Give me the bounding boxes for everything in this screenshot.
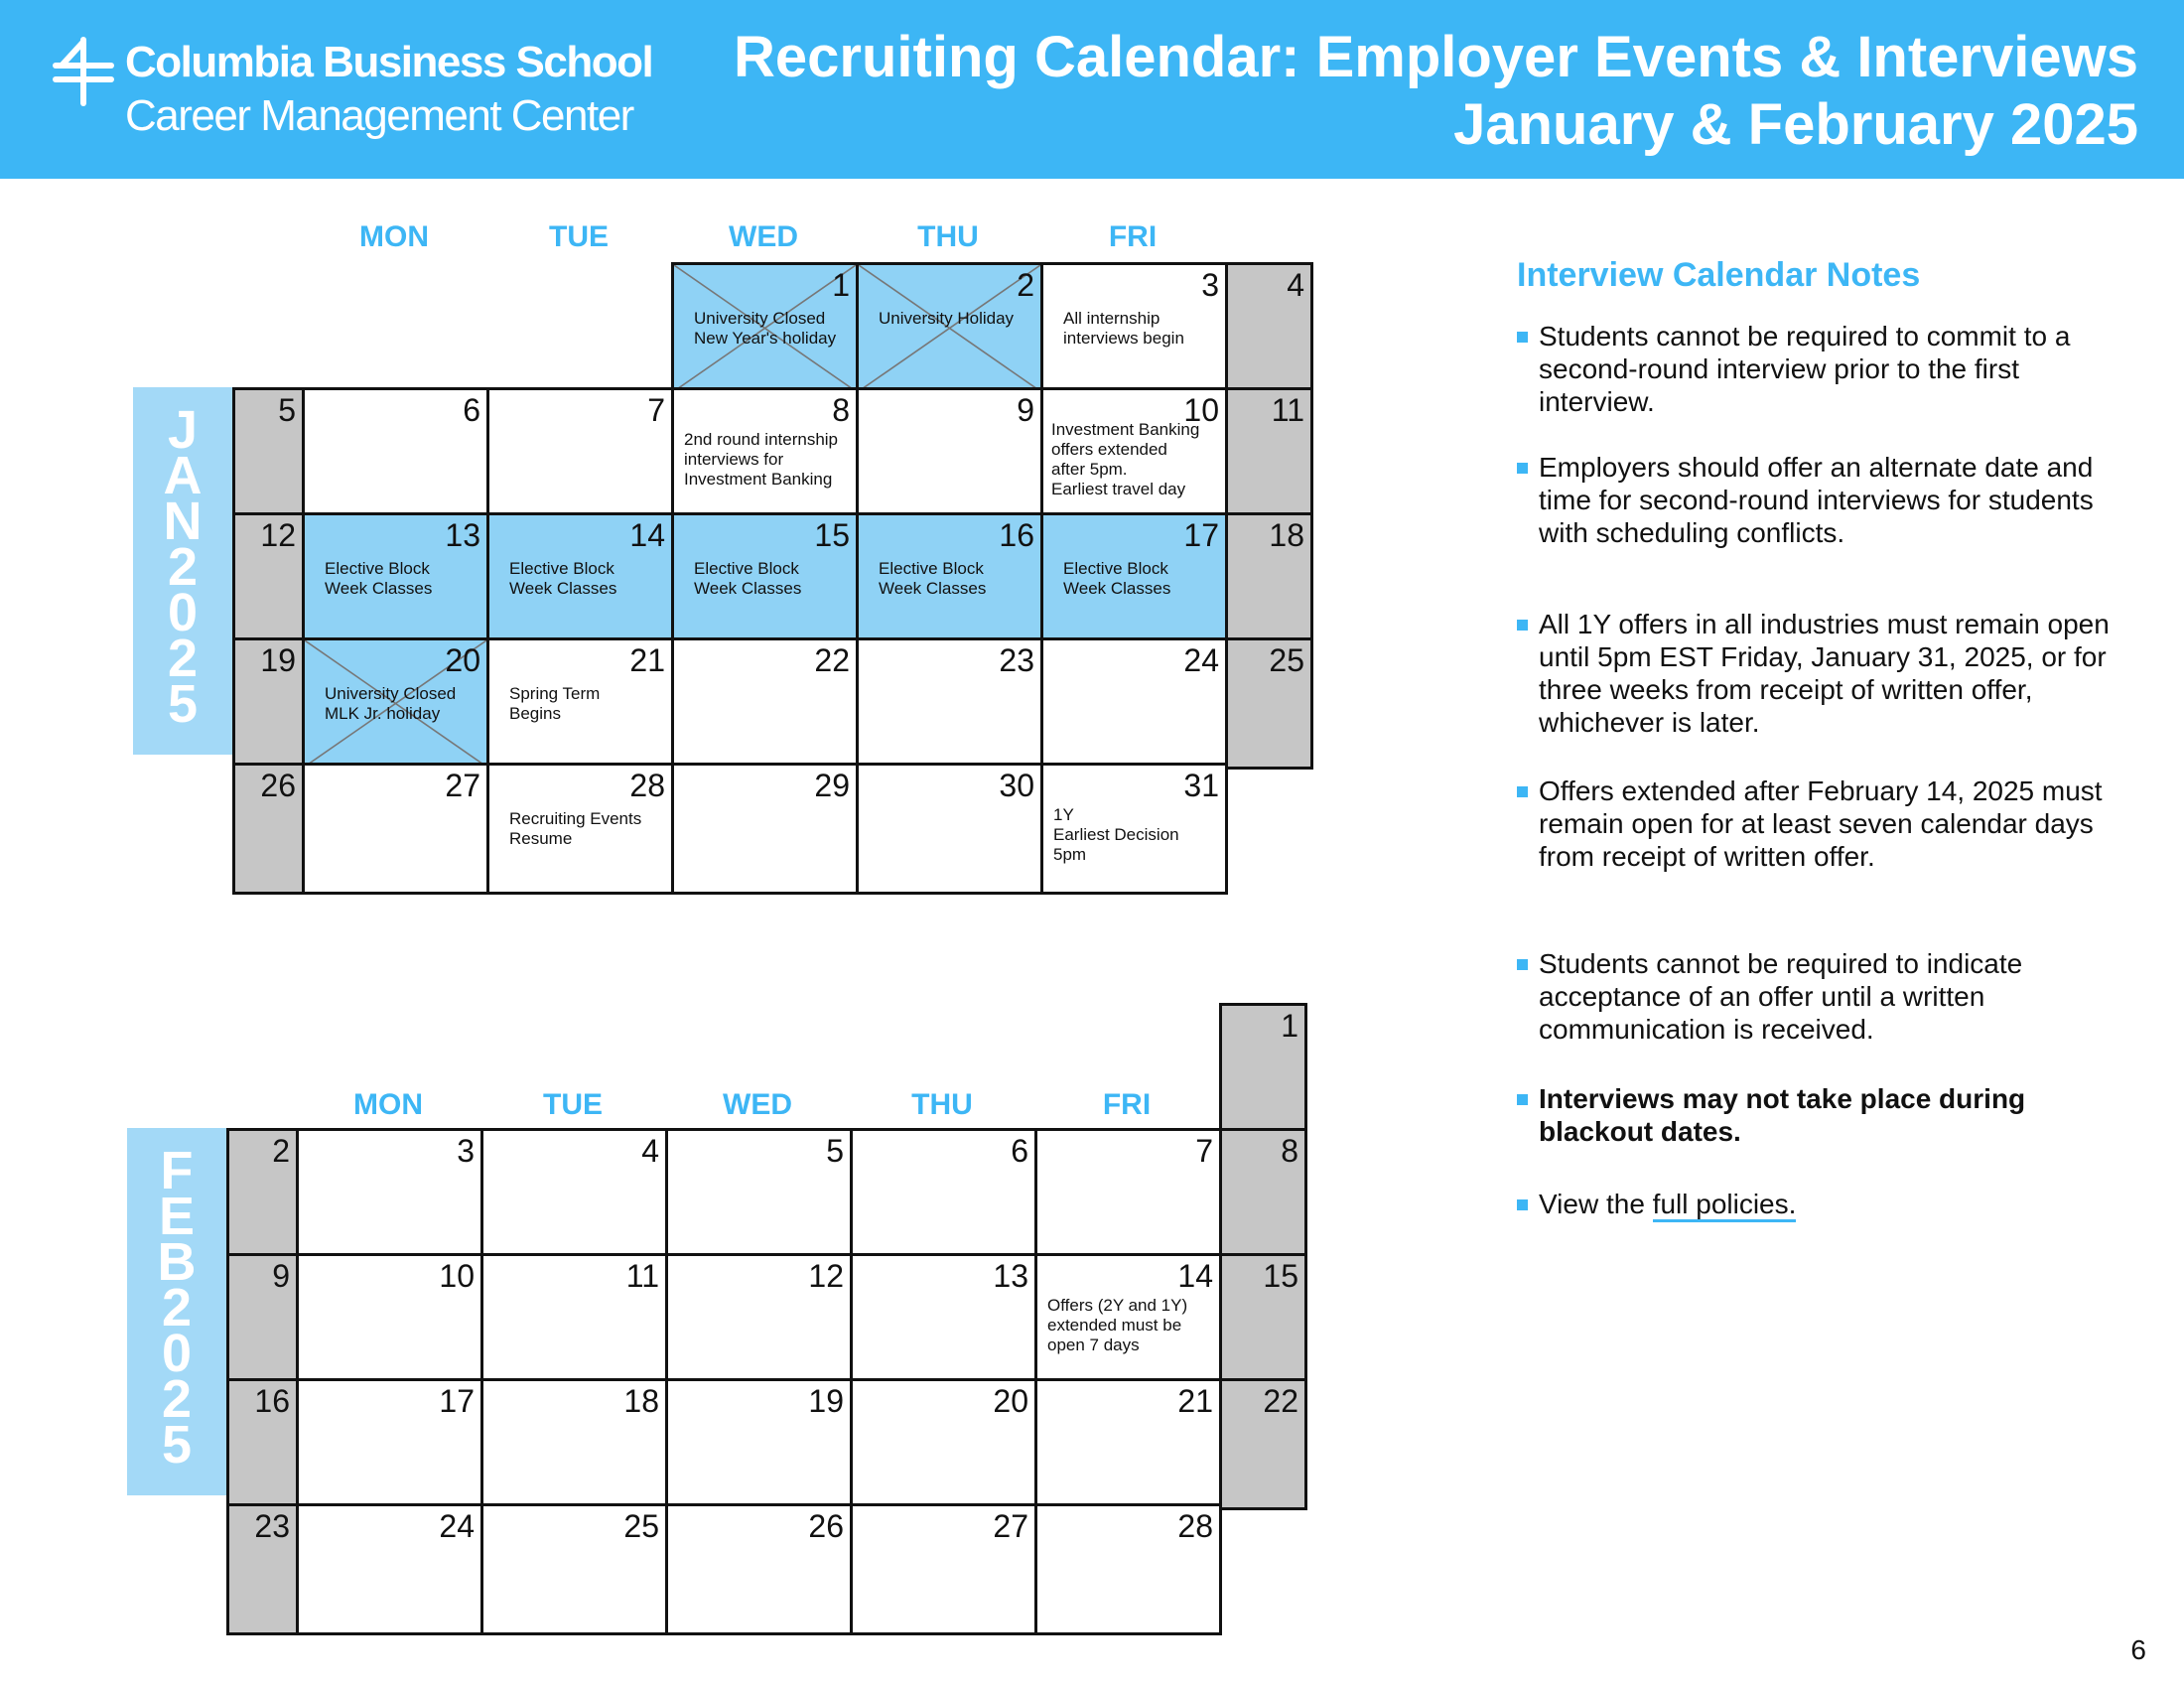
- day-number: 11: [625, 1258, 659, 1294]
- day-number: 5: [826, 1133, 844, 1169]
- day-event-note: Elective Block Week Classes: [879, 559, 987, 598]
- month-label-char: J: [167, 400, 199, 460]
- day-cell-jan-5: [232, 387, 305, 519]
- day-number: 28: [1177, 1508, 1213, 1544]
- day-number: 5: [278, 392, 296, 428]
- day-number: 1: [832, 267, 850, 303]
- month-label-char: A: [163, 446, 203, 505]
- day-number: 21: [1177, 1383, 1213, 1419]
- day-event-note: Offers (2Y and 1Y) extended must be open 7 days: [1047, 1296, 1188, 1354]
- day-event-note: Elective Block Week Classes: [694, 559, 802, 598]
- day-number: 10: [1183, 392, 1219, 428]
- day-cell-feb-2: [226, 1128, 299, 1260]
- day-cell-feb-3: [296, 1128, 483, 1260]
- day-cell-jan-20: [302, 637, 489, 770]
- day-number: 28: [629, 768, 665, 803]
- month-label-char: N: [163, 492, 203, 551]
- day-number: 25: [1269, 642, 1304, 678]
- note-item: Employers should offer an alternate date and time for second-round interviews for students with scheduling conflicts.: [1539, 451, 2134, 549]
- day-cell-jan-28: [486, 763, 674, 895]
- day-number: 22: [814, 642, 850, 678]
- day-number: 16: [254, 1383, 290, 1419]
- day-number: 1: [1281, 1008, 1298, 1044]
- day-number: 18: [1269, 517, 1304, 553]
- day-cell-feb-1: [1219, 1003, 1307, 1135]
- day-event-note: Spring Term Begins: [509, 684, 601, 723]
- full-policies-link[interactable]: full policies.: [1653, 1189, 1797, 1222]
- note-item-blackout: Interviews may not take place during blackout dates.: [1539, 1082, 2134, 1148]
- day-cell-jan-6: [302, 387, 489, 519]
- day-cell-feb-7: [1034, 1128, 1222, 1260]
- day-number: 24: [1183, 642, 1219, 678]
- weekday-header-wed: WED: [729, 220, 798, 253]
- note-item: Offers extended after February 14, 2025 must remain open for at least seven calendar days from receipt of written offer.: [1539, 774, 2134, 873]
- day-number: 20: [445, 642, 480, 678]
- day-cell-feb-9: [226, 1253, 299, 1385]
- day-number: 2: [272, 1133, 290, 1169]
- day-event-note: Elective Block Week Classes: [325, 559, 433, 598]
- note-item: All 1Y offers in all industries must remain open until 5pm EST Friday, January 31, 2025, or for three weeks from receipt of written offer, whichever is later.: [1539, 608, 2134, 739]
- day-cell-jan-7: [486, 387, 674, 519]
- day-cell-jan-22: [671, 637, 859, 770]
- day-number: 8: [1281, 1133, 1298, 1169]
- month-label-char: 2: [167, 537, 199, 597]
- day-number: 6: [1011, 1133, 1028, 1169]
- day-cell-jan-11: [1225, 387, 1313, 519]
- day-event-note: Elective Block Week Classes: [1063, 559, 1171, 598]
- day-number: 23: [254, 1508, 290, 1544]
- day-number: 12: [808, 1258, 844, 1294]
- day-number: 19: [808, 1383, 844, 1419]
- day-event-note: Recruiting Events Resume: [509, 809, 642, 848]
- day-cell-jan-24: [1040, 637, 1228, 770]
- day-number: 29: [814, 768, 850, 803]
- day-number: 2: [1017, 267, 1034, 303]
- day-cell-jan-29: [671, 763, 859, 895]
- day-cell-feb-6: [850, 1128, 1037, 1260]
- day-number: 3: [1201, 267, 1219, 303]
- day-number: 26: [808, 1508, 844, 1544]
- day-event-note: Elective Block Week Classes: [509, 559, 617, 598]
- day-number: 14: [1177, 1258, 1213, 1294]
- day-cell-jan-18: [1225, 512, 1313, 644]
- day-event-note: 2nd round internship interviews for Investment Banking: [684, 430, 839, 489]
- day-event-note: University Closed New Year's holiday: [694, 309, 837, 348]
- day-cell-feb-10: [296, 1253, 483, 1385]
- day-cell-feb-8: [1219, 1128, 1307, 1260]
- day-cell-jan-15: [671, 512, 859, 644]
- day-cell-jan-31: [1040, 763, 1228, 895]
- day-cell-feb-22: [1219, 1378, 1307, 1510]
- day-number: 15: [814, 517, 850, 553]
- day-cell-feb-28: [1034, 1503, 1222, 1635]
- day-number: 17: [1183, 517, 1219, 553]
- day-number: 15: [1263, 1258, 1298, 1294]
- title-line-1: Recruiting Calendar: Employer Events & Interviews: [734, 25, 2138, 89]
- day-event-note: University Closed MLK Jr. holiday: [325, 684, 457, 723]
- day-cell-feb-14: [1034, 1253, 1222, 1385]
- logo-school-name: Columbia Business School: [125, 38, 653, 86]
- page-header: [0, 0, 2184, 179]
- day-cell-feb-12: [665, 1253, 853, 1385]
- note-item: Students cannot be required to commit to a second-round interview prior to the first interview.: [1539, 320, 2134, 418]
- day-number: 16: [999, 517, 1034, 553]
- page-number: 6: [2130, 1634, 2146, 1665]
- day-number: 9: [1017, 392, 1034, 428]
- day-cell-jan-10: [1040, 387, 1228, 519]
- day-cell-jan-1: [671, 262, 859, 394]
- view-policies-prefix: View the: [1539, 1189, 1653, 1219]
- weekday-header-thu: THU: [911, 1088, 973, 1121]
- day-cell-jan-8: [671, 387, 859, 519]
- day-cell-feb-25: [480, 1503, 668, 1635]
- day-cell-jan-12: [232, 512, 305, 644]
- day-number: 24: [439, 1508, 475, 1544]
- weekday-header-tue: TUE: [549, 220, 609, 253]
- day-cell-feb-26: [665, 1503, 853, 1635]
- day-number: 14: [629, 517, 665, 553]
- day-number: 17: [439, 1383, 475, 1419]
- day-number: 10: [439, 1258, 475, 1294]
- day-number: 22: [1263, 1383, 1298, 1419]
- day-cell-jan-25: [1225, 637, 1313, 770]
- day-number: 9: [272, 1258, 290, 1294]
- day-cell-feb-5: [665, 1128, 853, 1260]
- month-label-char: 0: [161, 1324, 193, 1383]
- notes-title: Interview Calendar Notes: [1517, 256, 1921, 294]
- day-cell-jan-9: [856, 387, 1043, 519]
- weekday-header-fri: FRI: [1102, 1088, 1152, 1121]
- day-cell-feb-27: [850, 1503, 1037, 1635]
- day-cell-feb-15: [1219, 1253, 1307, 1385]
- weekday-header-thu: THU: [917, 220, 979, 253]
- day-number: 18: [623, 1383, 659, 1419]
- day-cell-jan-13: [302, 512, 489, 644]
- day-number: 3: [457, 1133, 475, 1169]
- day-number: 21: [629, 642, 665, 678]
- day-cell-jan-4: [1225, 262, 1313, 394]
- weekday-header-tue: TUE: [543, 1088, 603, 1121]
- day-number: 13: [993, 1258, 1028, 1294]
- month-label-char: 5: [161, 1415, 193, 1475]
- jan-side-label: [133, 387, 232, 755]
- day-number: 4: [1287, 267, 1304, 303]
- day-number: 4: [641, 1133, 659, 1169]
- day-event-note: All internship interviews begin: [1063, 309, 1184, 348]
- day-cell-jan-19: [232, 637, 305, 770]
- weekday-header-wed: WED: [723, 1088, 792, 1121]
- day-cell-jan-27: [302, 763, 489, 895]
- day-cell-jan-14: [486, 512, 674, 644]
- day-cell-jan-23: [856, 637, 1043, 770]
- month-label-char: 0: [167, 583, 199, 642]
- day-number: 13: [445, 517, 480, 553]
- month-label-char: 2: [167, 629, 199, 688]
- day-number: 6: [463, 392, 480, 428]
- month-label-char: E: [158, 1187, 196, 1246]
- columbia-crown-logo-icon: [48, 36, 119, 107]
- month-label-char: 5: [167, 674, 199, 734]
- day-number: 19: [260, 642, 296, 678]
- day-cell-feb-4: [480, 1128, 668, 1260]
- weekday-header-fri: FRI: [1108, 220, 1158, 253]
- day-number: 20: [993, 1383, 1028, 1419]
- weekday-header-mon: MON: [353, 1088, 423, 1121]
- day-cell-feb-21: [1034, 1378, 1222, 1510]
- day-event-note: University Holiday: [879, 309, 1015, 328]
- day-number: 25: [623, 1508, 659, 1544]
- day-cell-feb-18: [480, 1378, 668, 1510]
- month-label-char: 2: [161, 1278, 193, 1337]
- day-cell-feb-11: [480, 1253, 668, 1385]
- note-item: Students cannot be required to indicate acceptance of an offer until a written communication is received.: [1539, 947, 2134, 1046]
- feb-side-label: [127, 1128, 226, 1495]
- title-line-2: January & February 2025: [1453, 92, 2138, 157]
- day-cell-feb-16: [226, 1378, 299, 1510]
- day-event-note: 1Y Earliest Decision 5pm: [1053, 805, 1179, 864]
- day-event-note: Investment Banking offers extended after 5pm. Earliest travel day: [1051, 420, 1200, 498]
- day-number: 27: [993, 1508, 1028, 1544]
- day-number: 27: [445, 768, 480, 803]
- month-label-char: B: [157, 1232, 197, 1292]
- day-cell-feb-13: [850, 1253, 1037, 1385]
- day-cell-feb-23: [226, 1503, 299, 1635]
- day-number: 12: [260, 517, 296, 553]
- day-cell-jan-26: [232, 763, 305, 895]
- day-number: 7: [647, 392, 665, 428]
- day-cell-feb-20: [850, 1378, 1037, 1510]
- day-number: 7: [1195, 1133, 1213, 1169]
- weekday-header-mon: MON: [359, 220, 429, 253]
- logo-center-name: Career Management Center: [125, 91, 633, 140]
- month-label-char: 2: [161, 1369, 193, 1429]
- day-number: 23: [999, 642, 1034, 678]
- day-number: 30: [999, 768, 1034, 803]
- month-label-char: F: [160, 1141, 194, 1200]
- day-number: 8: [832, 392, 850, 428]
- page-title: [734, 24, 2138, 159]
- day-number: 31: [1183, 768, 1219, 803]
- day-number: 26: [260, 768, 296, 803]
- day-cell-feb-17: [296, 1378, 483, 1510]
- day-cell-feb-24: [296, 1503, 483, 1635]
- note-item-view-policies: [1539, 1188, 2134, 1220]
- day-cell-jan-2: [856, 262, 1043, 394]
- day-cell-jan-30: [856, 763, 1043, 895]
- day-cell-jan-21: [486, 637, 674, 770]
- day-cell-jan-3: [1040, 262, 1228, 394]
- day-number: 11: [1271, 392, 1304, 428]
- day-cell-jan-17: [1040, 512, 1228, 644]
- day-cell-feb-19: [665, 1378, 853, 1510]
- day-cell-jan-16: [856, 512, 1043, 644]
